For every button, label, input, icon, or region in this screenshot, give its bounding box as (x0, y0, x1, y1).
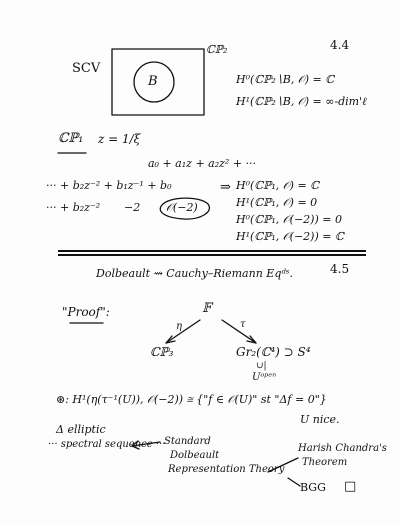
cohomology-2: H⁰(ℂℙ₁, 𝒪(−2)) = 0 (236, 213, 342, 226)
cohomology-0: H⁰(ℂℙ₁, 𝒪) = ℂ (236, 179, 319, 192)
order-label: −2 (124, 201, 141, 214)
grassmannian-node: Gr₂(ℂ⁴) ⊃ S⁴ (236, 345, 311, 359)
cp1-coordinate: z = 1/ξ (98, 132, 141, 146)
harish-chandra-label: Harish Chandra's (298, 443, 387, 454)
elliptic-note: Δ elliptic (56, 423, 106, 436)
standard-label: Standard (164, 436, 211, 447)
eta-label: η (176, 321, 182, 332)
tau-label: τ (240, 319, 246, 330)
isomorphism-line: ⊛: H¹(η(τ⁻¹(U)), 𝒪(−2)) ≅ {"f ∈ 𝒪(U)" st "Δf = 0"} (56, 393, 327, 406)
implies-arrow: ⇒ (220, 180, 231, 195)
tau-arrow (222, 320, 256, 343)
sheaf-label: 𝒪(−2) (166, 201, 198, 214)
dolbeault-headline: Dolbeault ⇝ Cauchy–Riemann Eqᵈˢ. (96, 267, 293, 280)
cohomology-1: H¹(ℂℙ₁, 𝒪) = 0 (236, 196, 318, 209)
h0-complement-line: H⁰(ℂℙ₂∖B, 𝒪) = ℂ (236, 73, 334, 86)
proof-label: "Proof": (62, 305, 110, 319)
bgg-connector (288, 478, 300, 486)
subset-symbol: ∪| (256, 361, 267, 371)
section-divider-bottom (58, 254, 366, 256)
qed-box: □ (344, 479, 357, 494)
dolbeault-label: Dolbeault (170, 450, 220, 461)
series-full: ··· + b₂z⁻² + b₁z⁻¹ + b₀ (46, 179, 172, 192)
cp2-label: ℂℙ₂ (206, 43, 228, 56)
ball-label: B (148, 74, 158, 89)
spectral-sequence-note: ··· spectral sequence ··· (48, 439, 166, 450)
flag-node: 𝔽 (202, 301, 212, 316)
section-divider-top (58, 250, 366, 252)
cp1-heading: ℂℙ₁ (58, 131, 84, 146)
series-positive: a₀ + a₁z + a₂z² + ··· (148, 157, 257, 170)
series-truncated: ··· + b₂z⁻² (46, 201, 101, 214)
cp2-box (112, 49, 204, 115)
scv-title: SCV (72, 61, 101, 76)
rep-theory-label: Representation Theory (168, 464, 285, 475)
open-set-label: Uᵒᵖᵉⁿ (252, 372, 277, 383)
bgg-label: BGG (300, 481, 326, 494)
page-number-4-5: 4.5 (330, 262, 350, 276)
page-number-4-4: 4.4 (330, 38, 350, 52)
h1-complement-line: H¹(ℂℙ₂∖B, 𝒪) = ∞-dim'ℓ (236, 95, 367, 108)
u-nice: U nice. (300, 413, 340, 426)
cp3-node: ℂℙ₃ (150, 345, 174, 359)
eta-arrow (166, 320, 200, 343)
cohomology-3: H¹(ℂℙ₁, 𝒪(−2)) = ℂ (236, 230, 344, 243)
theorem-label: Theorem (302, 457, 348, 468)
